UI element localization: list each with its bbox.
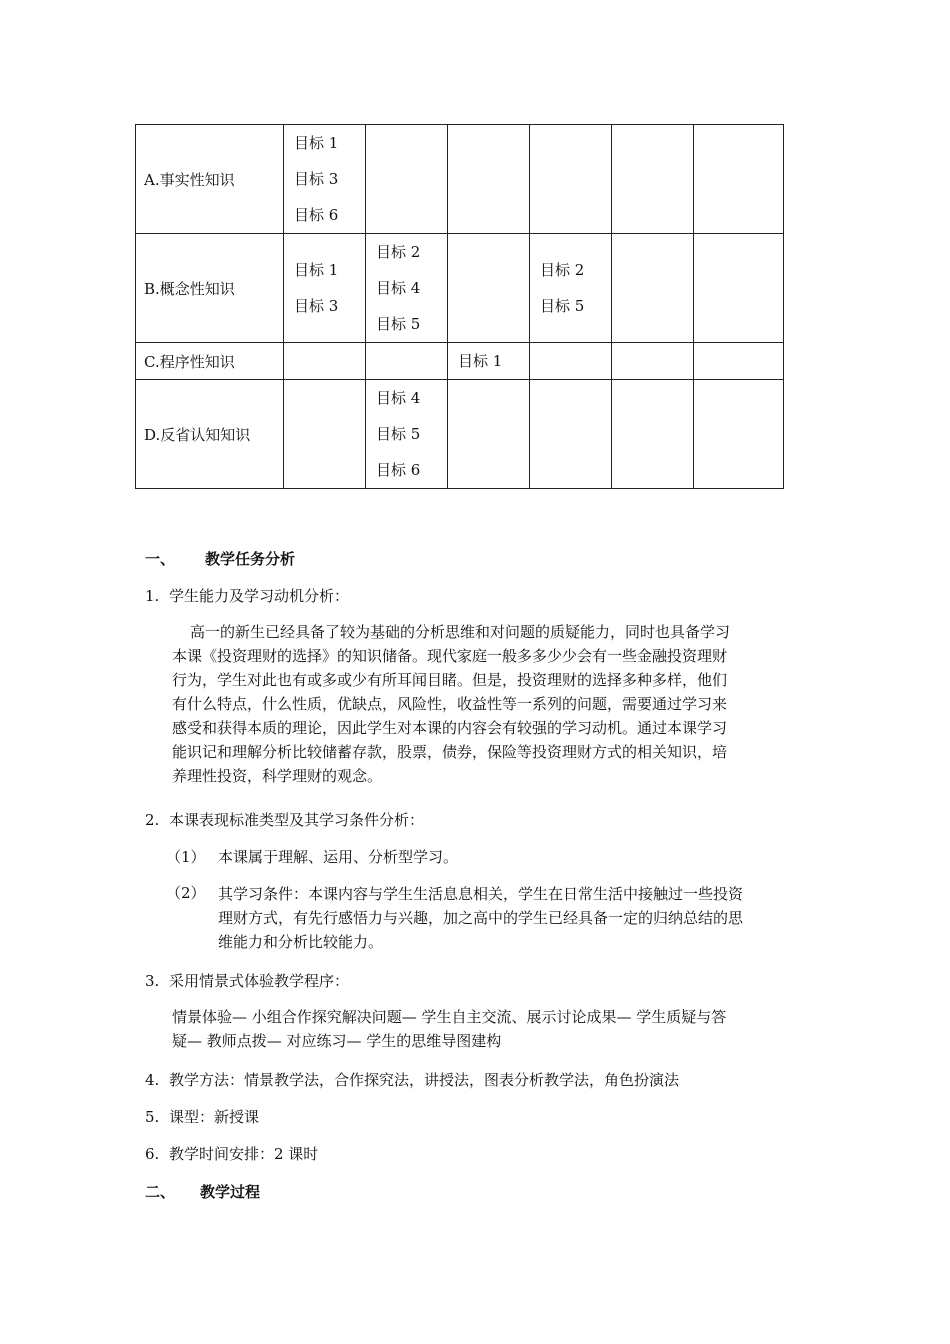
table-cell	[448, 380, 530, 489]
table-cell	[530, 234, 612, 343]
table-cell	[612, 234, 694, 343]
goal-label: 目标 4	[376, 279, 421, 297]
section1-number: 一、	[145, 550, 176, 568]
row-label: B.概念性知识	[136, 234, 284, 343]
item5: 5. 课型：新授课	[145, 1108, 260, 1126]
section2-heading	[145, 1181, 260, 1202]
goal-label: 目标 2	[376, 243, 421, 261]
goal-label: 目标 1	[458, 352, 503, 370]
goal-label: 目标 5	[376, 315, 421, 333]
goal-label: 目标 3	[294, 297, 339, 315]
item6: 6. 教学时间安排：2 课时	[145, 1145, 319, 1163]
table-cell	[694, 125, 784, 234]
table-cell	[366, 380, 448, 489]
table-row	[136, 234, 784, 343]
table-cell	[284, 343, 366, 380]
table-cell	[530, 343, 612, 380]
table-row	[136, 343, 784, 380]
goal-label: 目标 6	[376, 461, 421, 479]
item3-heading: 3. 采用情景式体验教学程序：	[145, 972, 350, 990]
table-cell	[530, 125, 612, 234]
section1-title: 教学任务分析	[205, 550, 296, 568]
row-label: C.程序性知识	[136, 343, 284, 380]
goal-label: 目标 4	[376, 389, 421, 407]
table-cell	[366, 234, 448, 343]
section1-heading	[145, 548, 295, 569]
table-cell	[366, 125, 448, 234]
row-label: D.反省认知知识	[136, 380, 284, 489]
section2-number: 二、	[145, 1183, 176, 1201]
goal-label: 目标 1	[294, 134, 339, 152]
goal-label: 目标 3	[294, 170, 339, 188]
table-cell	[694, 234, 784, 343]
item2-sub2-number: （2）	[166, 884, 206, 902]
table-cell	[284, 380, 366, 489]
item1-heading: 1. 学生能力及学习动机分析：	[145, 587, 350, 605]
item2-sub2-text: 其学习条件：本课内容与学生生活息息相关，学生在日常生活中接触过一些投资 理财方式，有先行感悟力与兴趣，加之高中的学生已经具备一定的归纳总结的思 维能力和分析比较能力。	[218, 885, 744, 951]
goal-label: 目标 1	[294, 261, 339, 279]
table-cell	[448, 234, 530, 343]
table-cell	[448, 125, 530, 234]
item3-paragraph: 情景体验— 小组合作探究解决问题— 学生自主交流、展示讨论成果— 学生质疑与答 疑— 教师点拨— 对应练习— 学生的思维导图建构	[172, 1008, 727, 1050]
table-row	[136, 380, 784, 489]
table-cell	[284, 125, 366, 234]
goal-label: 目标 5	[376, 425, 421, 443]
table-cell	[366, 343, 448, 380]
item2-sub1: （1） 本课属于理解、运用、分析型学习。	[166, 848, 459, 866]
table-cell	[448, 343, 530, 380]
item4: 4. 教学方法：情景教学法，合作探究法，讲授法，图表分析教学法，角色扮演法	[145, 1071, 680, 1089]
goal-label: 目标 2	[540, 261, 585, 279]
table-cell	[530, 380, 612, 489]
table-cell	[612, 343, 694, 380]
goal-label: 目标 6	[294, 206, 339, 224]
table-cell	[694, 343, 784, 380]
table-cell	[284, 234, 366, 343]
table-cell	[694, 380, 784, 489]
table-row	[136, 125, 784, 234]
table-cell	[612, 125, 694, 234]
table-cell	[612, 380, 694, 489]
item1-paragraph: 高一的新生已经具备了较为基础的分析思维和对问题的质疑能力，同时也具备学习 本课《投资理财的选择》的知识储备。现代家庭一般多多少少会有一些金融投资理财 行为，学生对此也有或多或少有所耳闻目睹。但是，投资理财的选择多种多样，他们 有什么特点，什么性质，优缺点，风险性，收益性等一系列的问题，需要通过学习来 感受和获得本质的理论，因此学生对本课的内容会有较强的学习动机。通过本课学习 能识记和理解分析比较储蓄存款，股票，债券，保险等投资理财方式的相关知识，培 养理性投资，科学理财的观念。	[172, 623, 731, 785]
knowledge-goal-table	[135, 124, 784, 489]
row-label: A.事实性知识	[136, 125, 284, 234]
goal-label: 目标 5	[540, 297, 585, 315]
section2-title: 教学过程	[200, 1183, 261, 1201]
item2-heading: 2. 本课表现标准类型及其学习条件分析：	[145, 811, 425, 829]
